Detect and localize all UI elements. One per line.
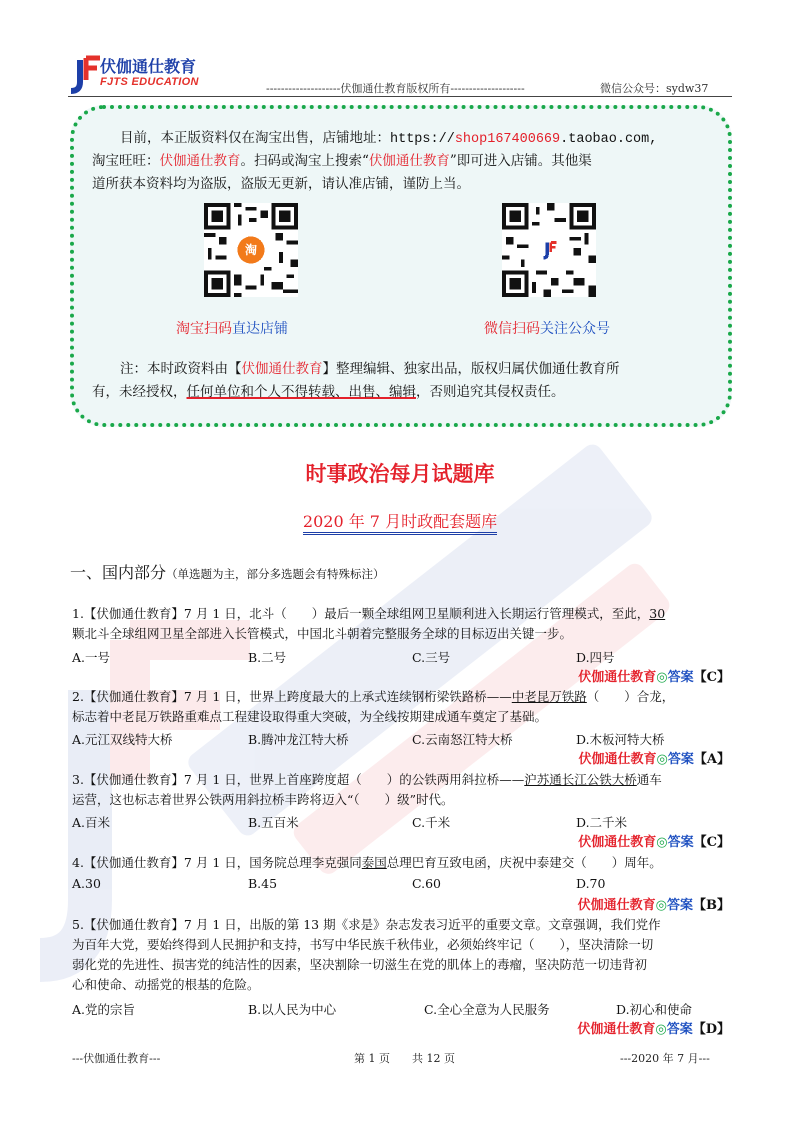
footer-left: ---伏伽通仕教育--- — [72, 1052, 161, 1065]
q2-option-a: A.元江双线特大桥 — [72, 732, 173, 747]
page-title: 时事政治每月试题库 — [305, 462, 495, 486]
footer-right: ---2020 年 7 月--- — [620, 1052, 710, 1065]
question-5: 5.【伏伽通仕教育】7 月 1 日，出版的第 13 期《求是》杂志发表习近平的重要文章。文章强调，我们党作 为百年大党，要始终得到人民拥护和支持，书写中华民族千秋伟业，必须始终牢记（ ），坚决清除一切 弱化党的先进性、损害党的纯洁性的因素，坚决割除一切滋生在党的肌体上的毒瘤，坚决防范一切违背初 心和使命、动摇党的根基的危险。 — [72, 917, 661, 992]
q5-option-c: C.全心全意为人民服务 — [424, 1002, 550, 1017]
q4-option-b: B.45 — [248, 876, 278, 891]
section-note: （单选题为主，部分多选题会有特殊标注） — [166, 567, 385, 581]
header-divider — [68, 96, 732, 97]
answer-circle-icon: ◎ — [655, 1022, 667, 1037]
taobao-logo-icon: 淘 — [244, 243, 257, 257]
header-copyright: --------------------伏伽通仕教育版权所有-------------------- — [266, 82, 525, 95]
wechat-qr-code[interactable] — [502, 203, 596, 297]
brand-name-en: FJTS EDUCATION — [100, 76, 199, 88]
q4-option-a: A.30 — [72, 876, 101, 891]
q4-option-c: C.60 — [412, 876, 441, 891]
q2-option-b: B.腾冲龙江特大桥 — [248, 732, 349, 747]
header-wechat: 微信公众号：sydw37 — [600, 82, 709, 95]
q4-answer: 伏伽通仕教育◎答案【B】 — [577, 898, 730, 913]
answer-circle-icon: ◎ — [655, 898, 667, 913]
q4-option-d: D.70 — [576, 876, 606, 891]
question-3: 3.【伏伽通仕教育】7 月 1 日，世界上首座跨度超（ ）的公铁两用斜拉桥——沪苏通长江公铁大桥通车 运营，这也标志着世界公铁两用斜拉桥丰跨将迈入“（ ）级”时代。 — [72, 772, 662, 807]
q3-option-b: B.五百米 — [248, 815, 299, 830]
question-1: 1.【伏伽通仕教育】7 月 1 日，北斗（ ）最后一颗全球组网卫星顺利进入长期运行管理模式，至此，30 颗北斗全球组网卫星全部进入长管模式，中国北斗朝着完整服务全球的目标迈出关键一步。 — [72, 606, 666, 641]
copyright-line-1: 注：本时政资料由【伏伽通仕教育】整理编辑、独家出品，版权归属伏伽通仕教育所 — [120, 361, 620, 377]
notice-line-3: 道所获本资料均为盗版，盗版无更新，请认准店铺，谨防上当。 — [92, 176, 470, 192]
q3-answer: 伏伽通仕教育◎答案【C】 — [578, 835, 730, 850]
page-subtitle: 2020 年 7 月时政配套题库 — [0, 509, 800, 532]
q1-option-d: D.四号 — [576, 650, 615, 665]
answer-circle-icon: ◎ — [656, 835, 668, 850]
q1-option-c: C.三号 — [412, 650, 451, 665]
notice-line-1: 目前，本正版资料仅在淘宝出售，店铺地址：https://shop167400669.taobao.com, — [120, 130, 658, 147]
answer-circle-icon: ◎ — [656, 752, 668, 767]
answer-circle-icon: ◎ — [656, 670, 668, 685]
question-4: 4.【伏伽通仕教育】7 月 1 日，国务院总理李克强同泰国总理巴育互致电函，庆祝中泰建交（ ）周年。 — [72, 855, 662, 870]
brand-name-cn: 伏伽通仕教育 — [100, 57, 197, 76]
q1-answer: 伏伽通仕教育◎答案【C】 — [578, 670, 730, 685]
q3-option-c: C.千米 — [412, 815, 451, 830]
shop-url-highlight: shop167400669 — [454, 132, 561, 147]
q1-option-a: A.一号 — [72, 650, 111, 665]
copyright-line-2: 有，未经授权，任何单位和个人不得转载、出售、编辑，否则追究其侵权责任。 — [92, 384, 565, 400]
question-2: 2.【伏伽通仕教育】7 月 1 日，世界上跨度最大的上承式连续钢桁梁铁路桥——中老昆万铁路（ ）合龙， 标志着中老昆万铁路重难点工程建设取得重大突破，为全线按期建成通车奠定了基础。 — [72, 689, 675, 724]
wechat-qr-caption: 微信扫码关注公众号 — [484, 321, 610, 337]
q5-answer: 伏伽通仕教育◎答案【D】 — [577, 1022, 730, 1037]
q5-option-b: B.以人民为中心 — [248, 1002, 337, 1017]
q1-option-b: B.二号 — [248, 650, 287, 665]
q2-answer: 伏伽通仕教育◎答案【A】 — [578, 752, 730, 767]
q2-option-d: D.木板河特大桥 — [576, 732, 665, 747]
q3-option-a: A.百米 — [72, 815, 111, 830]
q2-option-c: C.云南怒江特大桥 — [412, 732, 513, 747]
q5-option-d: D.初心和使命 — [616, 1002, 693, 1017]
page-number: 第 1 页 共 12 页 — [354, 1052, 455, 1065]
notice-line-2: 淘宝旺旺：伏伽通仕教育。扫码或淘宝上搜索“伏伽通仕教育”即可进入店铺。其他渠 — [92, 153, 592, 169]
brand-logo-icon — [68, 54, 102, 94]
q5-option-a: A.党的宗旨 — [72, 1002, 136, 1017]
taobao-qr-caption: 淘宝扫码直达店铺 — [176, 321, 288, 337]
section-heading: 一、国内部分（单选题为主，部分多选题会有特殊标注） — [70, 563, 385, 582]
q3-option-d: D.二千米 — [576, 815, 628, 830]
